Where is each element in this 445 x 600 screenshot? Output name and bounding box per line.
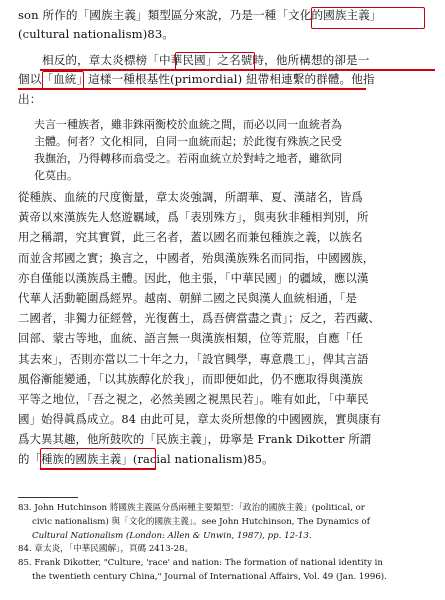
main-line-13: 爲大異其趣，他所鼓吹的「民族主義」，毋寧是 Frank Dikotter 所謂	[18, 432, 372, 447]
main-paragraph	[18, 187, 433, 470]
footnote-85-line-1: 85. Frank Dikotter, "Culture, 'race' and nation: The formation of national identity in	[18, 558, 383, 569]
annotation-box-zhonghua	[175, 52, 255, 71]
main-line-3: 用之稱謂，究其實質，此三名者，蓋以國名而兼包種族之義，以族名	[18, 230, 363, 245]
main-line-8: 回部、蒙古等地，血統、語言無一與漢族相類，位等荒服，自應「任	[18, 331, 363, 346]
main-line-4: 而並含邦國之實；換言之，中國者，殆與漢族殊名而同指，中國國族，	[18, 250, 375, 265]
annotation-box-cultural	[311, 7, 425, 29]
highlight-line-1: 相反的，章太炎標榜「中華民國」之名號時，他所構想的卻是一	[42, 53, 370, 67]
footnote-84-line-1: 84. 章太炎，「中華民國解」，頁碼 2413-28。	[18, 544, 194, 555]
main-line-14: 的「種族的國族主義」(racial nationalism)85。	[18, 452, 274, 467]
footnotes	[18, 502, 438, 585]
block-quote	[34, 116, 434, 184]
main-line-1: 從種族、血統的尺度衡量，章太炎強調，所謂華、夏、漢諸名，皆爲	[18, 190, 363, 204]
highlight-line-3: 出：	[18, 91, 42, 106]
main-line-9: 其去來」，否則亦當以二十年之力，「設官興學，專意農工」，俾其言語	[18, 351, 369, 366]
footnote-83-line-3: Cultural Nationalism (London: Allen & Unwin, 1987), pp. 12-13.	[32, 530, 312, 541]
footnote-83-line-1: 83. John Hutchinson 將國族主義區分爲兩種主要類型：「政治的國族主義」(political, or	[18, 503, 365, 513]
main-line-10: 風俗漸能變通，「以其族醇化於我」，而即便如此，仍不應取得與漢族	[18, 371, 363, 386]
quote-line-2: 主體。何者？文化相同，自同一血統而起；於此復有殊族之民受	[34, 135, 342, 148]
annotation-box-racial	[40, 448, 156, 469]
footnote-85-line-2: the twentieth century China," Journal of International Affairs, Vol. 49 (Jan. 1996).	[32, 571, 387, 582]
quote-line-1: 夫言一種族者，雖非銖兩衡校於血統之間，而必以同一血統者為	[34, 118, 342, 131]
top-line-2: (cultural nationalism)83。	[18, 27, 174, 42]
quote-line-3: 我撫治，乃得轉移而翕受之。若兩血統立於對峙之地者，雖欲同	[34, 152, 342, 165]
main-line-5: 亦自僅能以漢族爲主體。因此，他主張，「中華民國」的疆域，應以漢	[18, 270, 369, 285]
main-line-2: 黃帝以來漢族先人悠遊羈域，爲「表別殊方」，與夷狄非種相判別，所	[18, 210, 369, 225]
main-line-11: 平等之地位，「吾之視之，必然美國之視黑民若」。唯有如此，「中華民	[18, 391, 369, 406]
main-line-6: 代華人活動範圍爲經界。越南、朝鮮二國之民與漢人血統相通，「是	[18, 290, 358, 305]
top-line-1: son 所作的「國族主義」類型區分來說，乃是一種「文化的國族主義」	[18, 8, 382, 22]
highlight-line-2: 個以「血統」這樣一種根基性(primordial) 紐帶相連繫的群體。他指	[18, 72, 375, 87]
main-line-12: 國」始得眞爲成立。84 由此可見，章太炎所想像的中國國族，實與康有	[18, 412, 382, 427]
annotation-box-xuetong	[42, 71, 84, 90]
footnote-83-line-2: civic nationalism) 與「文化的國族主義」。see John Hutchinson, The Dynamics of	[32, 516, 370, 527]
annotation-underline-racial	[40, 468, 156, 470]
footnote-rule	[18, 497, 78, 498]
quote-line-4: 化莫由。	[34, 169, 78, 182]
main-line-7: 二國者，非獨力征經營，光復舊土，爲吾儕當盡之責」；反之，若西藏、	[18, 311, 381, 326]
